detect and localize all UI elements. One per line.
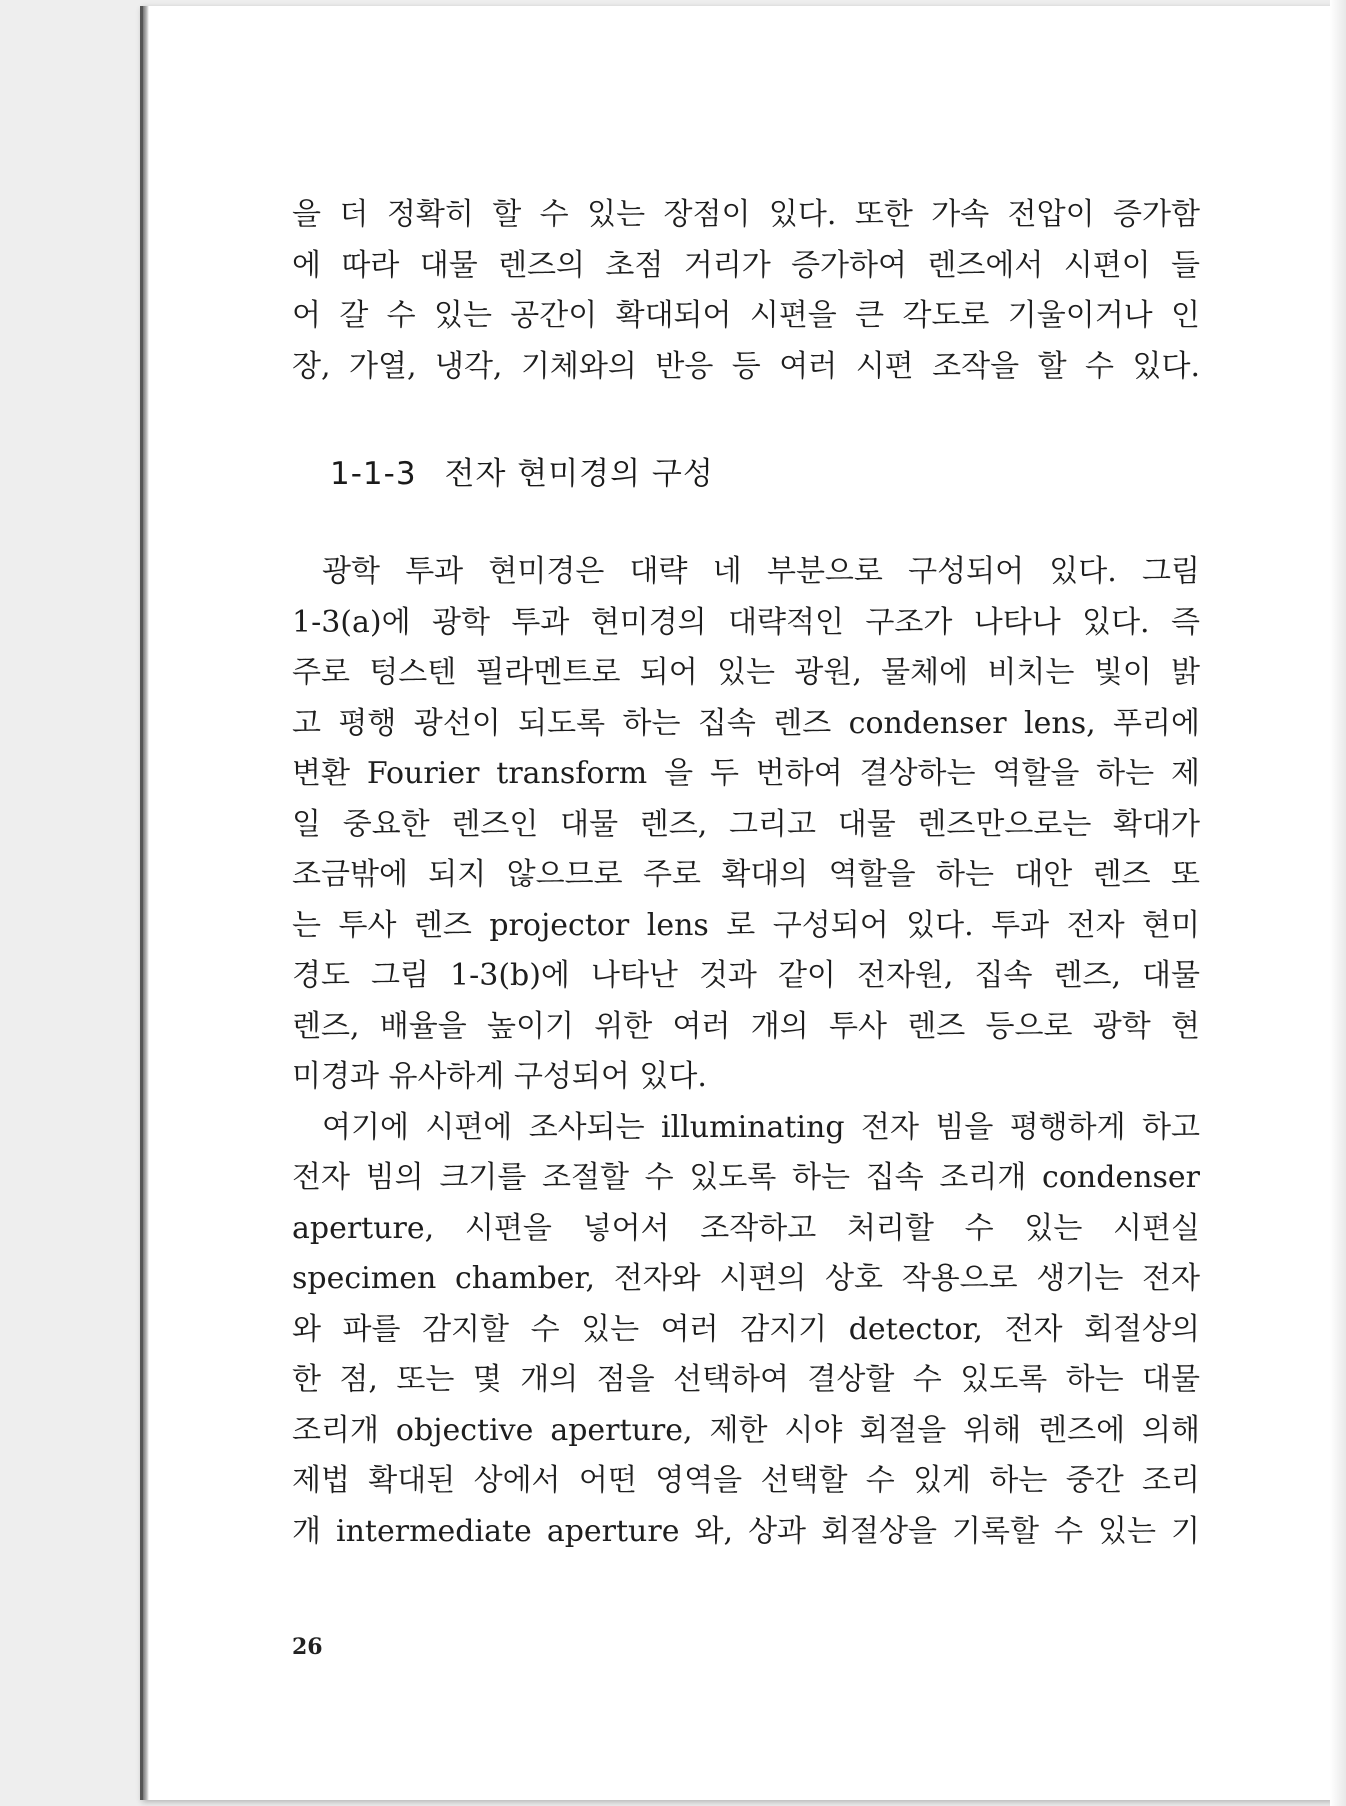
text-line: 제법 확대된 상에서 어떤 영역을 선택할 수 있게 하는 중간 조리 <box>292 1463 1200 1498</box>
top-paragraph <box>292 190 1200 392</box>
text-line: 는 투사 렌즈 projector lens 로 구성되어 있다. 투과 전자 현미 <box>292 907 1200 943</box>
section-heading <box>330 448 714 493</box>
text-line: aperture, 시편을 넣어서 조작하고 처리할 수 있는 시편실 <box>292 1210 1200 1246</box>
text-line: 와 파를 감지할 수 있는 여러 감지기 detector, 전자 회절상의 <box>292 1311 1200 1347</box>
page-right-edge <box>1330 0 1346 1806</box>
section-number: 1-1-3 <box>330 456 417 492</box>
text-line: 변환 Fourier transform 을 두 번하여 결상하는 역할을 하는 제 <box>292 756 1200 791</box>
text-line: 고 평행 광선이 되도록 하는 집속 렌즈 condenser lens, 푸리에 <box>292 705 1200 741</box>
text-line: 어 갈 수 있는 공간이 확대되어 시편을 큰 각도로 기울이거나 인 <box>292 298 1200 333</box>
page-binding-edge <box>143 6 149 1800</box>
text-line: 을 더 정확히 할 수 있는 장점이 있다. 또한 가속 전압이 증가함 <box>292 197 1200 232</box>
text-line: 일 중요한 렌즈인 대물 렌즈, 그리고 대물 렌즈만으로는 확대가 <box>292 806 1200 842</box>
text-line: 한 점, 또는 몇 개의 점을 선택하여 결상할 수 있도록 하는 대물 <box>292 1362 1200 1397</box>
text-line: 광학 투과 현미경은 대략 네 부분으로 구성되어 있다. 그림 <box>322 554 1200 589</box>
text-line: 경도 그림 1-3(b)에 나타난 것과 같이 전자원, 집속 렌즈, 대물 <box>292 958 1200 993</box>
text-line: 미경과 유사하게 구성되어 있다. <box>292 1059 707 1094</box>
section-title: 전자 현미경의 구성 <box>444 456 714 492</box>
text-line: 조금밖에 되지 않으므로 주로 확대의 역할을 하는 대안 렌즈 또 <box>292 857 1200 892</box>
text-line: 에 따라 대물 렌즈의 초점 거리가 증가하여 렌즈에서 시편이 들 <box>292 247 1200 283</box>
body-paragraphs <box>292 547 1200 1557</box>
text-line: specimen chamber, 전자와 시편의 상호 작용으로 생기는 전자 <box>292 1261 1200 1296</box>
text-line: 조리개 objective aperture, 제한 시야 회절을 위해 렌즈에 의해 <box>292 1412 1200 1448</box>
text-line: 주로 텅스텐 필라멘트로 되어 있는 광원, 물체에 비치는 빛이 밝 <box>292 655 1200 690</box>
text-line: 1-3(a)에 광학 투과 현미경의 대략적인 구조가 나타나 있다. 즉 <box>292 604 1200 640</box>
page-number: 26 <box>292 1634 323 1660</box>
text-line: 개 intermediate aperture 와, 상과 회절상을 기록할 수 있는 기 <box>292 1513 1200 1549</box>
text-line: 렌즈, 배율을 높이기 위한 여러 개의 투사 렌즈 등으로 광학 현 <box>292 1008 1200 1044</box>
text-line: 장, 가열, 냉각, 기체와의 반응 등 여러 시편 조작을 할 수 있다. <box>292 348 1200 384</box>
text-line: 전자 빔의 크기를 조절할 수 있도록 하는 집속 조리개 condenser <box>292 1160 1200 1195</box>
text-line: 여기에 시편에 조사되는 illuminating 전자 빔을 평행하게 하고 <box>322 1109 1200 1145</box>
